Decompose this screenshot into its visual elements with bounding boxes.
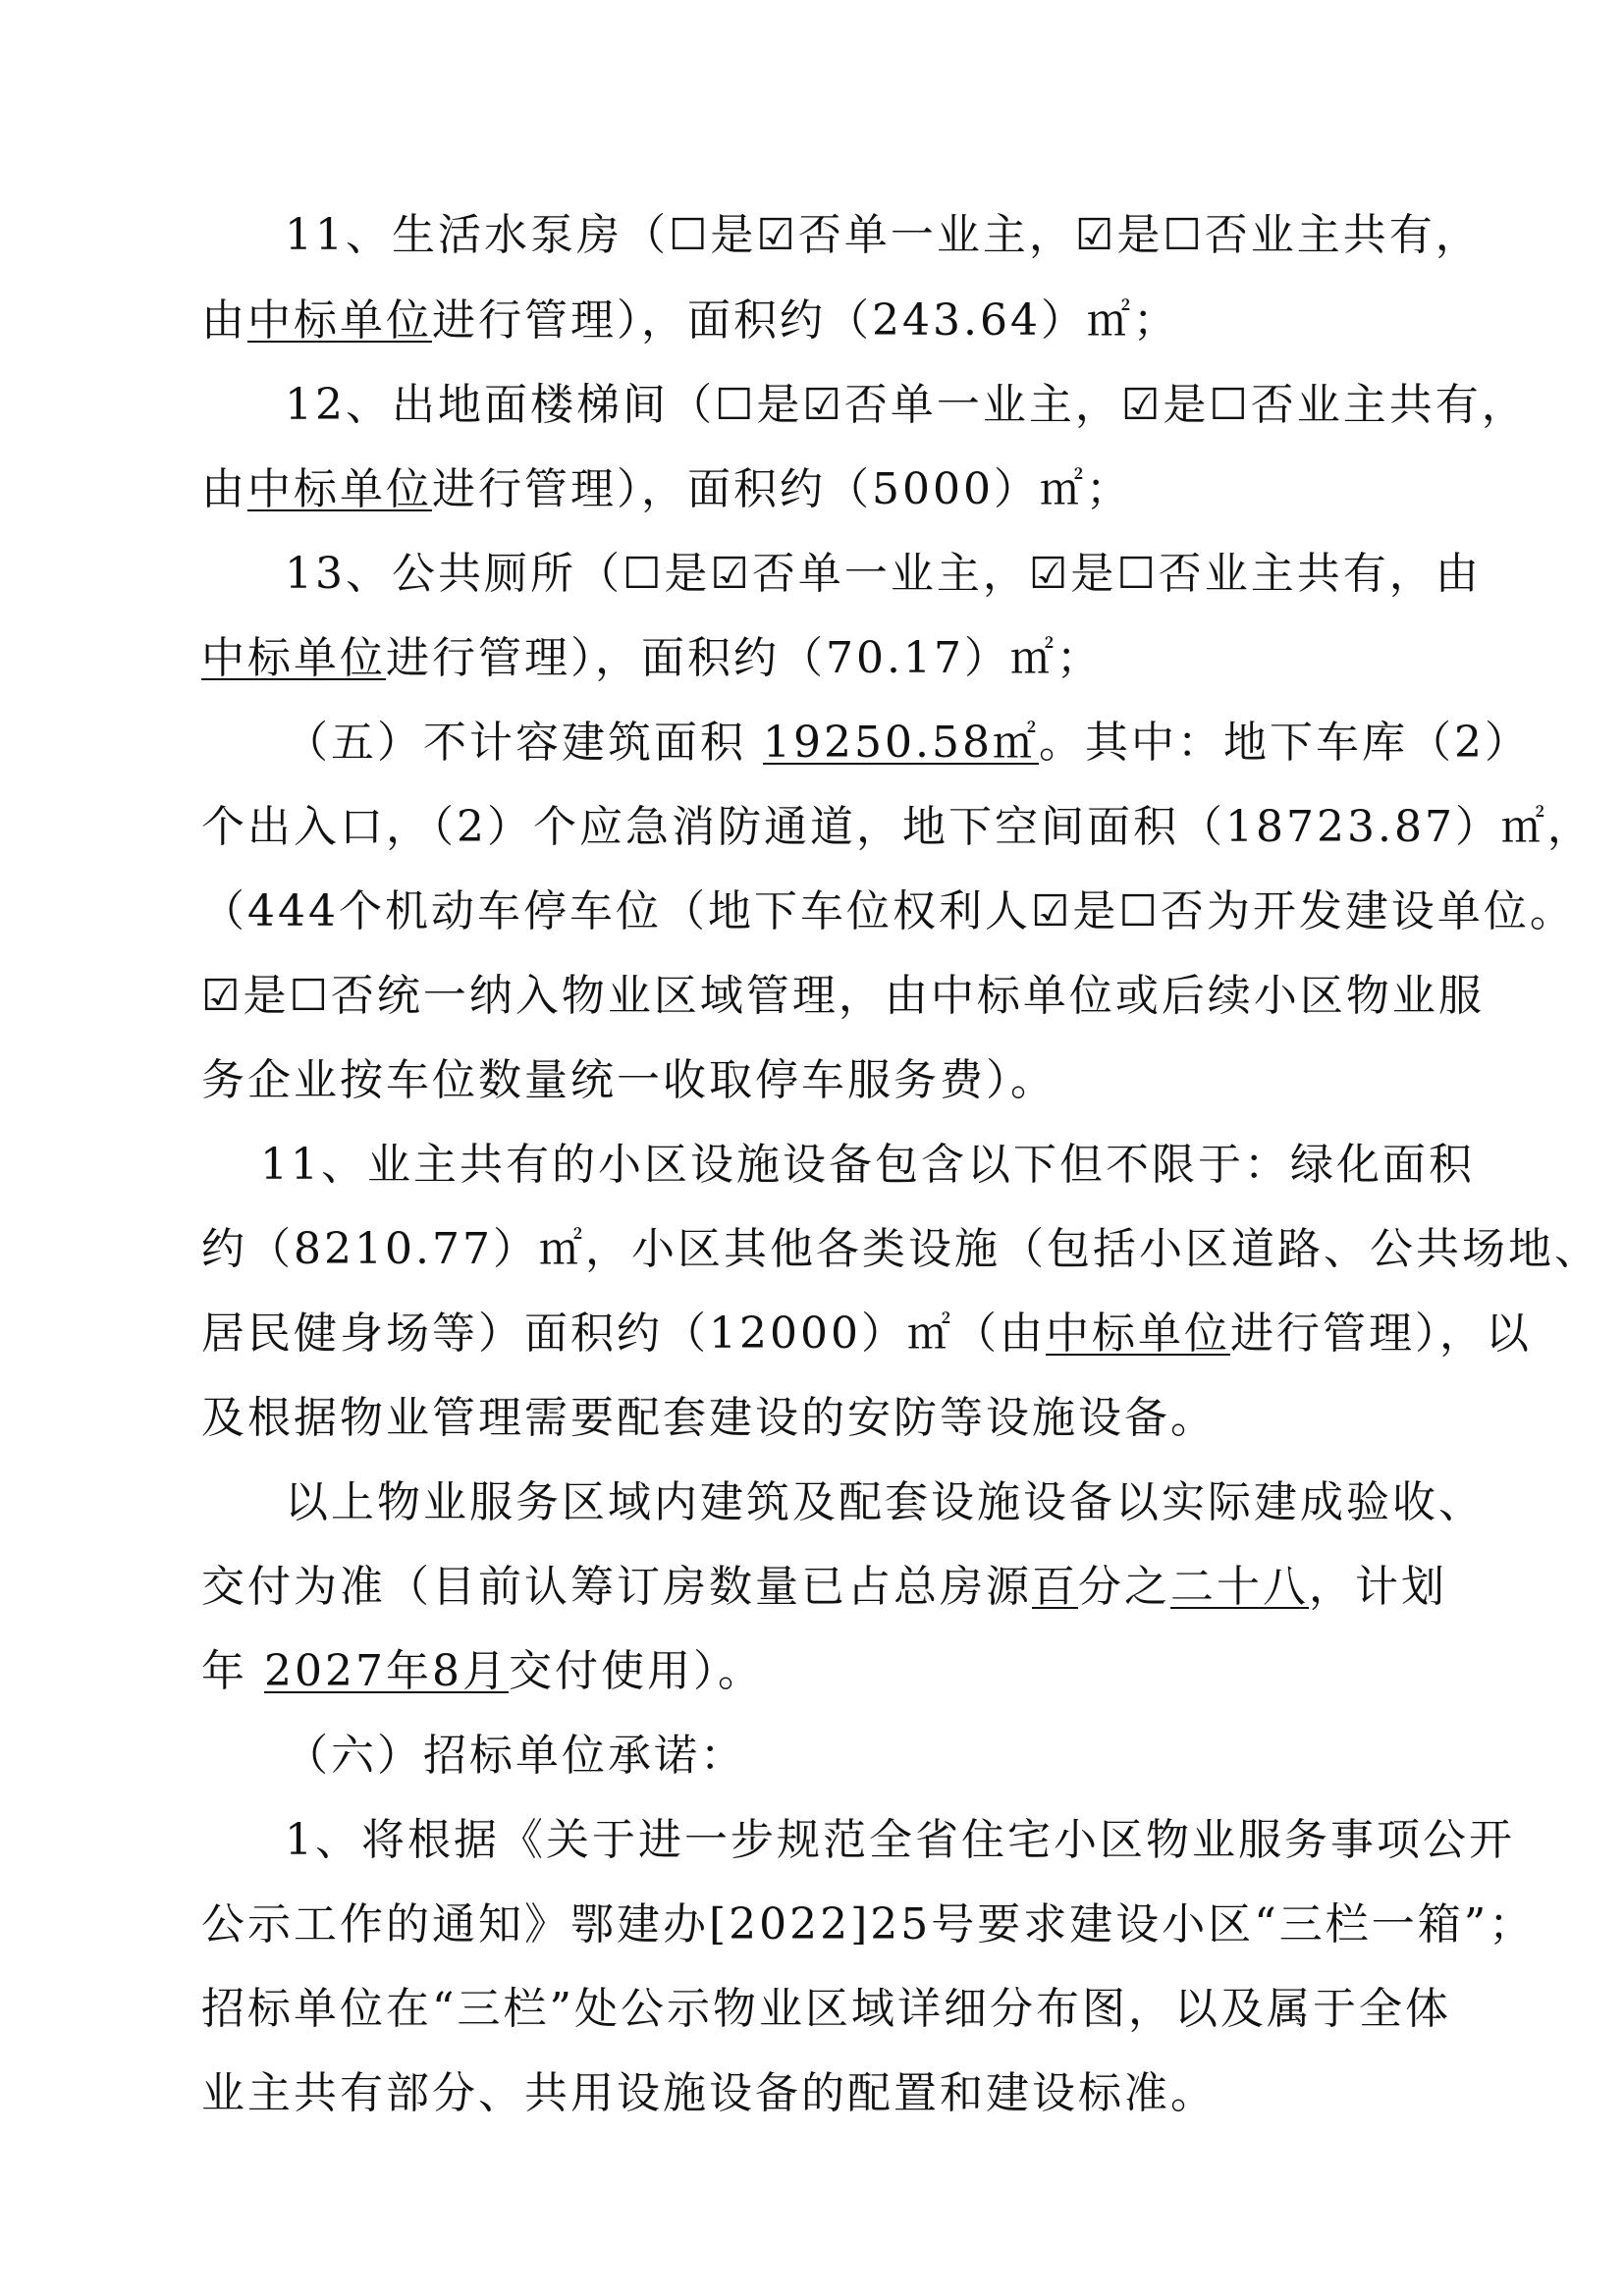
text-span: 。其中：地下车库（2） (1038, 718, 1531, 768)
text-span: 11、生活水泵房（☐是☑否单一业主，☑是☐否业主共有， (285, 210, 1482, 260)
text-line (285, 545, 1482, 604)
text-line (285, 714, 1531, 773)
underlined-text: 百 (1032, 1562, 1078, 1612)
text-line (201, 1389, 1217, 1448)
underlined-text: 中标单位 (247, 464, 432, 514)
text-span: 个出入口，（2）个应急消防通道，地下空间面积（18723.87）㎡， (201, 802, 1594, 852)
underlined-text: 中标单位 (247, 295, 432, 346)
underlined-text: 中标单位 (201, 633, 386, 683)
text-span: 以上物业服务区域内建筑及配套设施设备以实际建成验收、 (285, 1477, 1485, 1527)
text-line (201, 798, 1594, 857)
text-span: 由 (201, 295, 247, 346)
text-span: 约（8210.77）㎡，小区其他各类设施（包括小区道路、公共场地、 (201, 1224, 1600, 1274)
text-line (201, 967, 1485, 1026)
text-line (201, 460, 1132, 519)
text-span: （六）招标单位承诺： (285, 1731, 746, 1781)
text-line (285, 376, 1528, 435)
text-span: 12、出地面楼梯间（☐是☑否单一业主，☑是☐否业主共有， (285, 380, 1528, 430)
text-line (201, 1642, 764, 1701)
text-line (285, 1727, 746, 1786)
text-span: 交付为准（目前认筹订房数量已占总房源 (201, 1562, 1032, 1612)
text-span: 交付使用）。 (508, 1646, 764, 1696)
text-line (201, 1896, 1535, 1954)
underlined-text: 二十八 (1170, 1562, 1309, 1612)
underlined-text: 19250.58㎡ (763, 718, 1039, 768)
text-line (201, 629, 1103, 688)
text-line (201, 1220, 1600, 1279)
text-span: 进行管理），面积约（70.17）㎡； (386, 633, 1103, 683)
text-span: 分之 (1078, 1562, 1170, 1612)
text-span: （五）不计容建筑面积 (285, 718, 763, 768)
text-line (201, 882, 1576, 941)
text-line (285, 1811, 1515, 1870)
text-line (285, 206, 1482, 265)
text-line (260, 1136, 1475, 1195)
text-line (285, 1473, 1485, 1532)
text-span: 进行管理），面积约（5000）㎡； (432, 464, 1132, 514)
text-span: （444个机动车停车位（地下车位权利人☑是☐否为开发建设单位。 (201, 886, 1576, 936)
text-line (201, 1051, 1056, 1110)
text-line (201, 292, 1179, 350)
text-line (201, 1558, 1447, 1617)
text-line (201, 1305, 1532, 1363)
text-span: ☑是☐否统一纳入物业区域管理，由中标单位或后续小区物业服 (201, 971, 1485, 1021)
text-span: 务企业按车位数量统一收取停车服务费）。 (201, 1055, 1056, 1105)
text-span: 1、将根据《关于进一步规范全省住宅小区物业服务事项公开 (285, 1815, 1515, 1865)
text-span: 招标单位在“三栏”处公示物业区域详细分布图，以及属于全体 (201, 1984, 1451, 2034)
text-span: 业主共有部分、共用设施设备的配置和建设标准。 (201, 2068, 1217, 2118)
text-span: 年 (201, 1646, 264, 1696)
text-span: 13、公共厕所（☐是☑否单一业主，☑是☐否业主共有，由 (285, 549, 1482, 599)
text-line (201, 2064, 1217, 2123)
text-span: ，计划 (1309, 1562, 1447, 1612)
text-span: 公示工作的通知》鄂建办[2022]25号要求建设小区“三栏一箱”； (201, 1899, 1536, 1949)
text-line (201, 1980, 1451, 2039)
text-span: 由 (201, 464, 247, 514)
text-span: 居民健身场等）面积约（12000）㎡（由 (201, 1308, 1046, 1359)
text-span: 11、业主共有的小区设施设备包含以下但不限于：绿化面积 (260, 1140, 1475, 1190)
text-span: 进行管理），以 (1229, 1308, 1532, 1359)
underlined-text: 2027年8月 (264, 1646, 509, 1696)
text-span: 进行管理），面积约（243.64）㎡； (432, 295, 1179, 346)
underlined-text: 中标单位 (1045, 1308, 1230, 1359)
text-span: 及根据物业管理需要配套建设的安防等设施设备。 (201, 1393, 1217, 1443)
